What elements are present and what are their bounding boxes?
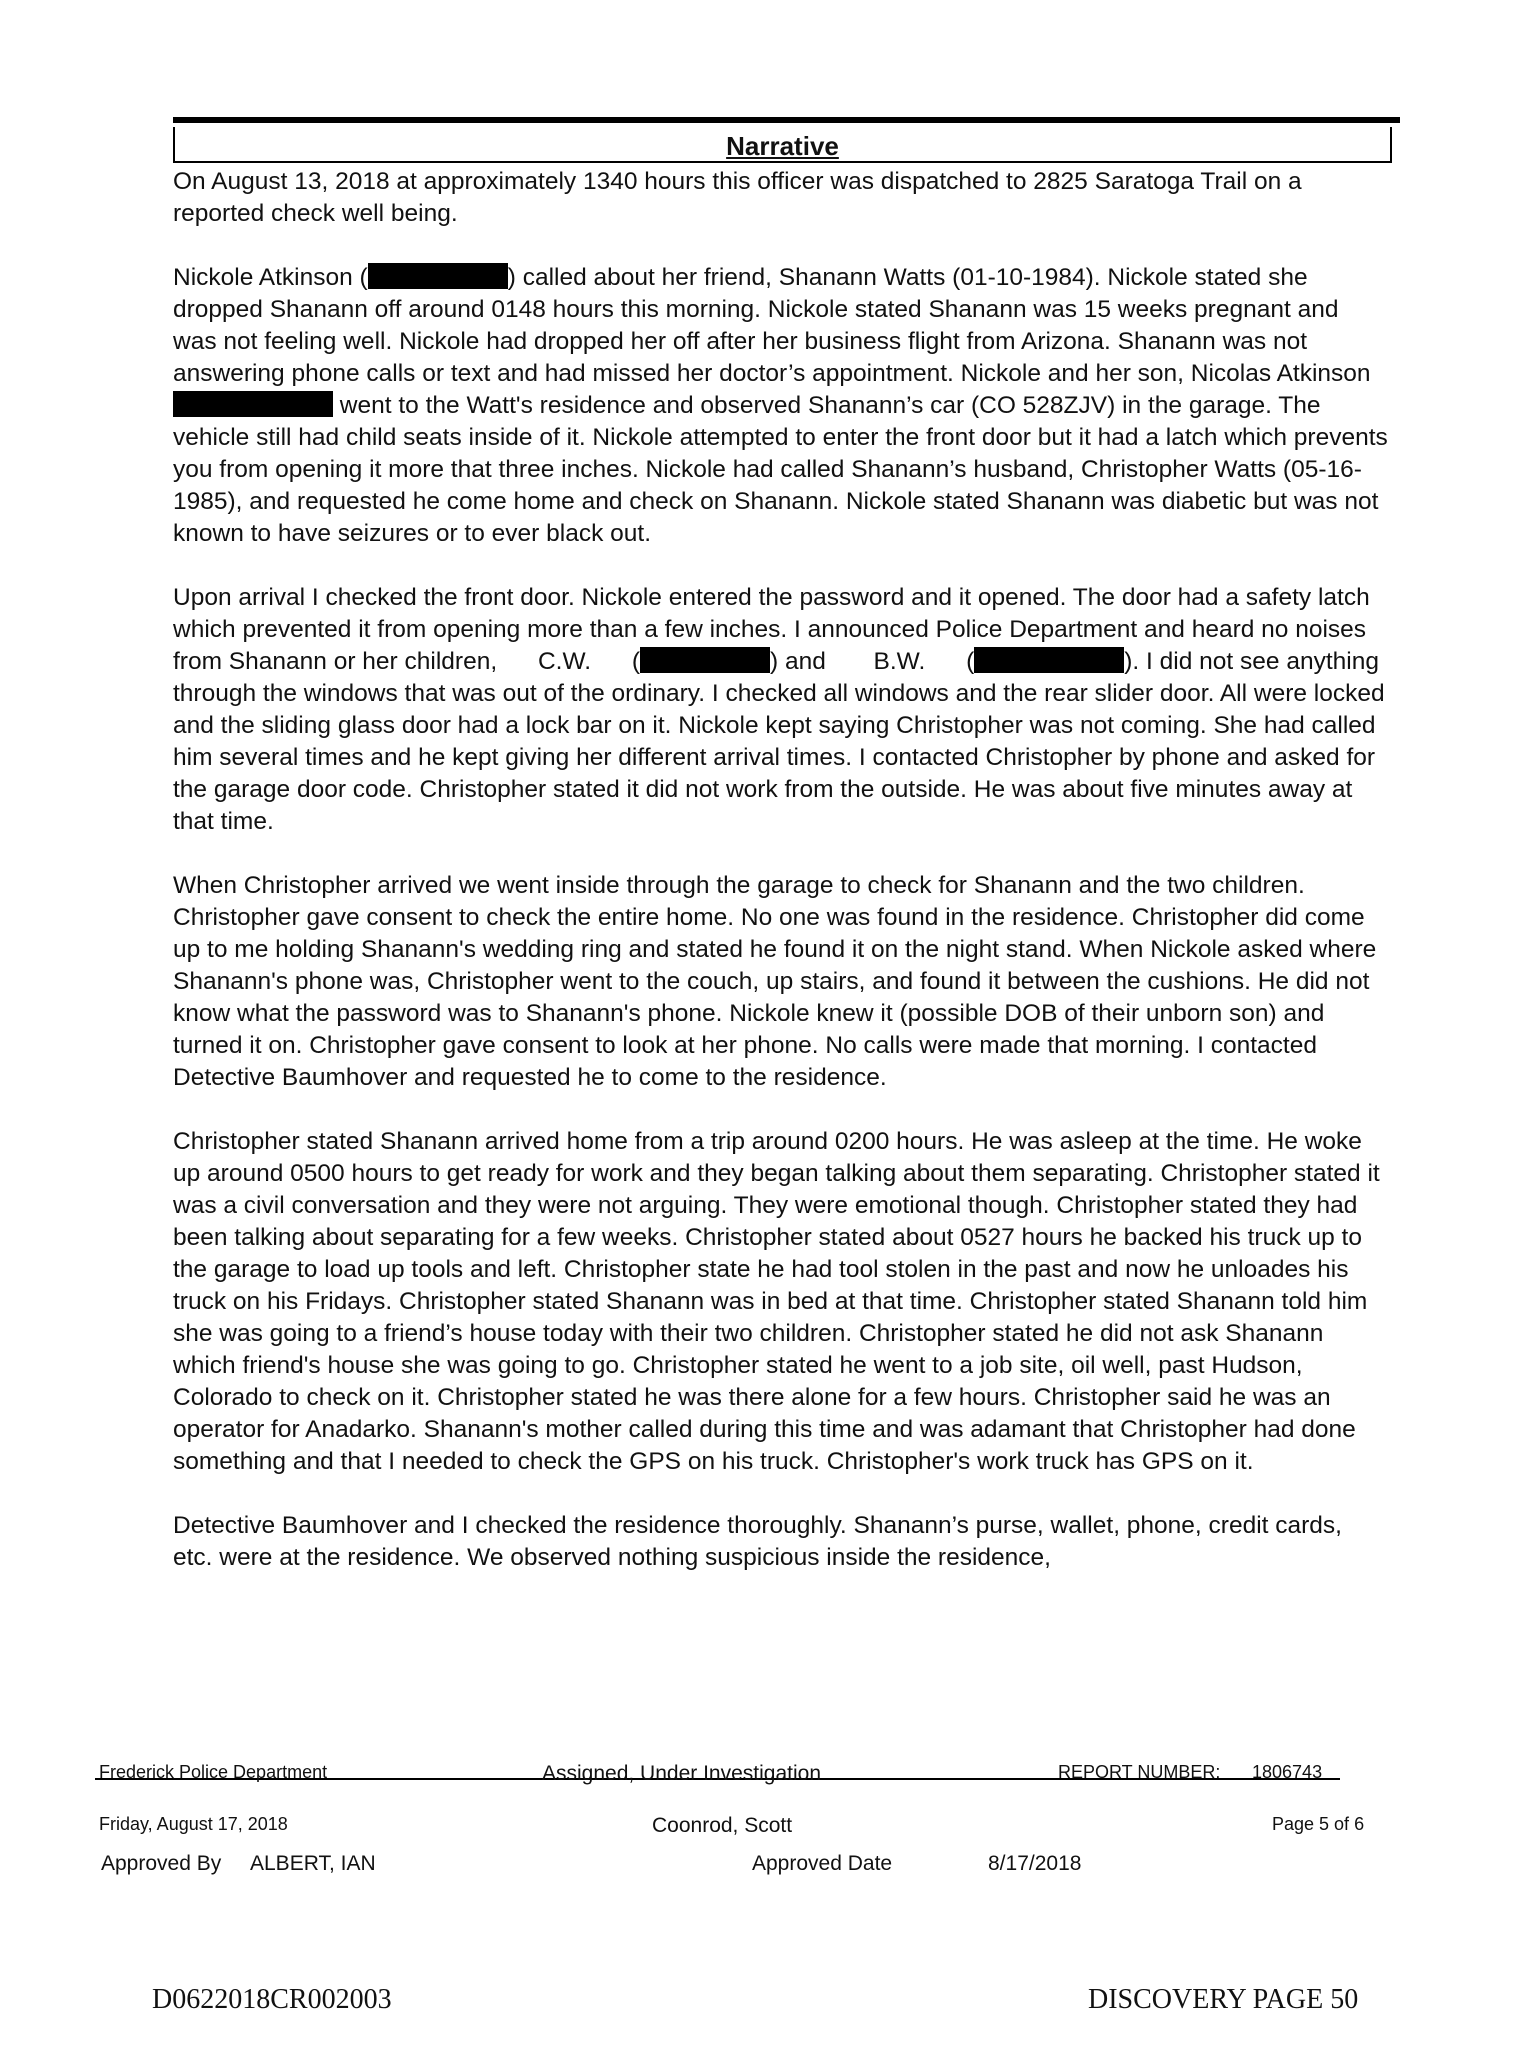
footer-approved-by: ALBERT, IAN: [250, 1852, 376, 1875]
footer-officer: Coonrod, Scott: [652, 1814, 793, 1837]
redaction-box: [173, 391, 333, 417]
narrative-heading-box: [173, 127, 1392, 163]
paragraph-arrival: Upon arrival I checked the front door. Nickole entered the password and it opened. The door had a safety latch which prevented it from opening more than a few inches. I announced Police Department and heard no noises from Shanann or her children, C.W. ( ) and B.W. ( ). I did not see anything through the windows that was out of the ordinary. I checked all windows and the rear slider door. All were locked and the sliding glass door had a lock bar on it. Nickole kept saying Christopher was not coming. She had called him several times and he kept giving her different arrival times. I contacted Christopher by phone and asked for the garage door code. Christopher stated it did not work from the outside. He was about five minutes away at that time.: [173, 584, 1385, 835]
footer-report-number: 1806743: [1252, 1762, 1323, 1782]
footer-page: Page 5 of 6: [1272, 1814, 1365, 1834]
redaction-box: [640, 647, 770, 673]
paragraph-search: When Christopher arrived we went inside through the garage to check for Shanann and the two children. Christopher gave consent to check the entire home. No one was found in the residence. Christopher did come up to me holding Shanann's wedding ring and stated he found it on the night stand. When Nickole asked where Shanann's phone was, Christopher went to the couch, up stairs, and found it between the cushions. He did not know what the password was to Shanann's phone. Nickole knew it (possible DOB of their unborn son) and turned it on. Christopher gave consent to look at her phone. No calls were made that morning. I contacted Detective Baumhover and requested he to come to the residence.: [173, 872, 1377, 1091]
top-rule: [173, 117, 1400, 123]
footer-department: Frederick Police Department: [99, 1762, 328, 1782]
footer-approved-date-label: Approved Date: [752, 1852, 893, 1875]
footer-approved-date: 8/17/2018: [988, 1852, 1082, 1875]
footer-report-number-label: REPORT NUMBER:: [1058, 1762, 1221, 1782]
paragraph-residence: Detective Baumhover and I checked the residence thoroughly. Shanann’s purse, wallet, phone, credit cards, etc. were at the residence. We observed nothing suspicious inside the residence,: [173, 1512, 1342, 1571]
footer-approved-by-label: Approved By: [101, 1852, 222, 1875]
paragraph-dispatch: On August 13, 2018 at approximately 1340 hours this officer was dispatched to 2825 Saratoga Trail on a reported check well being.: [173, 168, 1302, 227]
redaction-box: [368, 263, 508, 289]
bates-number: D0622018CR002003: [152, 1984, 392, 2015]
paragraph-caller: Nickole Atkinson ( ) called about her friend, Shanann Watts (01-10-1984). Nickole stated she dropped Shanann off around 0148 hours this morning. Nickole stated Shanann was 15 weeks pregnant and was not feeling well. Nickole had dropped her off after her business flight from Arizona. Shanann was not answering phone calls or text and had missed her doctor’s appointment. Nickole and her son, Nicolas Atkinson went to the Watt's residence and observed Shanann’s car (CO 528ZJV) in the garage. The vehicle still had child seats inside of it. Nickole attempted to enter the front door but it had a latch which prevents you from opening it more that three inches. Nickole had called Shanann’s husband, Christopher Watts (05-16-1985), and requested he come home and check on Shanann. Nickole stated Shanann was diabetic but was not known to have seizures or to ever black out.: [173, 264, 1388, 547]
narrative-heading: Narrative: [726, 131, 839, 161]
paragraph-statement: Christopher stated Shanann arrived home from a trip around 0200 hours. He was asleep at the time. He woke up around 0500 hours to get ready for work and they began talking about them separating. Christopher stated it was a civil conversation and they were not arguing. They were emotional though. Christopher stated they had been talking about separating for a few weeks. Christopher stated about 0527 hours he backed his truck up to the garage to load up tools and left. Christopher state he had tool stolen in the past and now he unloades his truck on his Fridays. Christopher stated Shanann was in bed at that time. Christopher stated Shanann told him she was going to a friend’s house today with their two children. Christopher stated he did not ask Shanann which friend's house she was going to go. Christopher stated he went to a job site, oil well, past Hudson, Colorado to check on it. Christopher stated he was there alone for a few hours. Christopher said he was an operator for Anadarko. Shanann's mother called during this time and was adamant that Christopher had done something and that I needed to check the GPS on his truck. Christopher's work truck has GPS on it.: [173, 1128, 1380, 1475]
footer-date: Friday, August 17, 2018: [99, 1814, 288, 1834]
discovery-page-label: DISCOVERY PAGE 50: [1088, 1984, 1359, 2015]
redaction-box: [974, 647, 1124, 673]
narrative-body: [173, 166, 1388, 1606]
footer-status: Assigned, Under Investigation: [542, 1762, 821, 1785]
